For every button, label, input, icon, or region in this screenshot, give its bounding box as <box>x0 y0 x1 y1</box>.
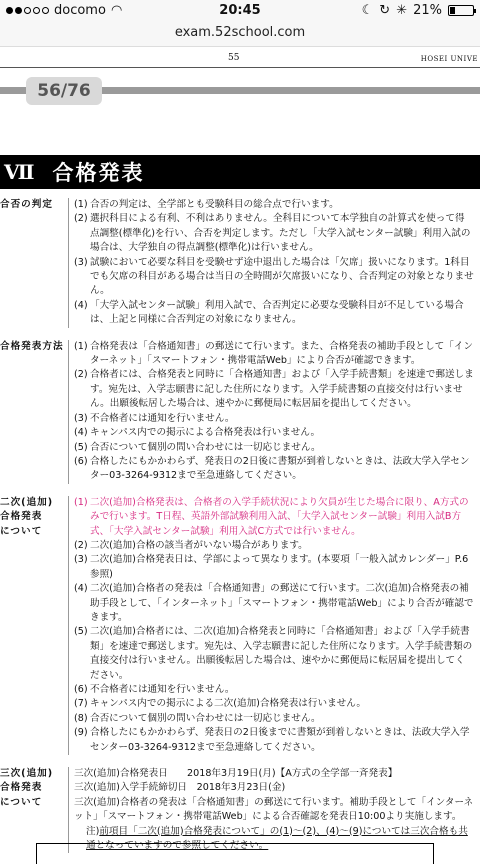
item-text: 二次(追加)合格発表日は、学部によって異なります。(本要項「一般入試カレンダー」P.6参照) <box>90 554 469 580</box>
list-item <box>74 368 474 411</box>
wifi-icon: ◠ <box>110 3 123 18</box>
address-bar[interactable] <box>0 22 480 47</box>
item-number: (2) <box>74 539 88 551</box>
text-line: 三次(追加)入学手続締切日 2018年3月23日(金) <box>74 782 286 794</box>
item-text: 「大学入試センター試験」利用入試で、合否判定に必要な受験科目が不足している場合は、上記と同様に合否判定の対象になりません。 <box>90 299 464 326</box>
divider <box>68 767 69 853</box>
bluetooth-icon: ✳ <box>396 3 408 18</box>
item-number: (7) <box>74 698 88 710</box>
block-label: 合格発表方法 <box>0 340 64 352</box>
item-number: (1) <box>74 199 88 210</box>
item-number: (6) <box>74 455 88 467</box>
text-line: 三次(追加)合格者の発表は「合格通知書」の郵送にて行います。補助手段として「インターネット」「スマートフォン・携帯電話Web」による合否確認を発表日10:00より実施します。 <box>74 796 474 823</box>
item-text: キャンパス内での掲示による二次(追加)合格発表は行いません。 <box>90 698 367 710</box>
item-number: (1) <box>74 340 88 352</box>
item-text: 二次(追加)合格発表は、合格者の入学手続状況により欠員が生じた場合に限り、A方式のみで行います。T日程、英語外部試験利用入試、「大学入試センター試験」利用入試B方式、「大学入試センター試験」利用入試C方式では行いません。 <box>90 496 469 537</box>
item-number: (8) <box>74 712 88 724</box>
item-number: (5) <box>74 626 88 638</box>
note-prefix: 注) <box>86 825 100 837</box>
list-item <box>74 496 474 539</box>
carrier-label: docomo <box>54 3 106 18</box>
block-body <box>74 496 480 755</box>
block-body <box>74 340 480 484</box>
block-body <box>74 198 480 328</box>
item-text: 試験において必要な科目を受験せず途中退出した場合は「欠席」扱いになります。1科目でも欠席の科目がある場合は当日の全時間が欠席扱いになり、合否判定の対象となりません。 <box>90 256 474 297</box>
item-number: (2) <box>74 213 88 225</box>
block-body <box>74 767 480 853</box>
divider <box>68 496 69 755</box>
block-label: 合否の判定 <box>0 199 53 210</box>
item-number: (6) <box>74 684 88 695</box>
block-gap <box>0 755 480 767</box>
divider <box>68 198 69 328</box>
battery-icon <box>448 5 474 16</box>
page-number: 55 <box>228 53 240 63</box>
list-item <box>74 212 474 255</box>
block-gap <box>0 328 480 340</box>
clock: 20:45 <box>219 3 261 18</box>
list-item <box>74 553 474 582</box>
item-text: 二次(追加)合格の該当者がいない場合があります。 <box>90 539 308 551</box>
page-header <box>0 47 480 99</box>
list-item <box>74 582 474 625</box>
status-bar <box>0 0 480 22</box>
list-item <box>74 625 474 683</box>
section-header <box>0 155 480 189</box>
list-item <box>74 455 474 484</box>
item-number: (1) <box>74 496 88 508</box>
divider <box>68 340 69 484</box>
item-number: (4) <box>74 583 88 595</box>
document-body <box>0 198 480 853</box>
item-text: 合否の判定は、全学部とも受験科目の総合点で行います。 <box>90 199 339 210</box>
block-label: 二次(追加) 合格発表 について <box>0 496 54 537</box>
item-text: 選択科目による有利、不利はありません。全科目について本学独自の計算式を使って得点調整(標準化)を行い、合否を判定します。ただし「大学入試センター試験」利用入試の場合は、大学独自の得点調整(標準化)は行いません。 <box>90 213 471 254</box>
content-block <box>0 496 480 755</box>
item-number: (4) <box>74 427 88 439</box>
header-rule <box>0 67 480 68</box>
list-item <box>74 539 474 553</box>
item-text: キャンパス内での掲示による合格発表は行いません。 <box>90 427 321 439</box>
list-item <box>74 299 474 328</box>
item-number: (3) <box>74 412 88 424</box>
item-text: 合格したにもかかわらず、発表日の2日後に書類が到着しないときは、法政大学入学センター03-3264-9312まで至急連絡してください。 <box>90 455 470 482</box>
list-item <box>74 683 474 697</box>
list-item <box>74 441 474 455</box>
list-item <box>74 726 474 755</box>
content-block <box>0 340 480 484</box>
university-header: HOSEI UNIVE <box>420 55 478 63</box>
block-label: 三次(追加) 合格発表 について <box>0 768 54 808</box>
page-progress-badge: 56/76 <box>26 77 102 105</box>
item-number: (4) <box>74 299 88 311</box>
item-number: (2) <box>74 369 88 381</box>
item-text: 二次(追加)合格者の発表は「合格通知書」の郵送にて行います。二次(追加)合格発表の補助手段として、「インターネット」「スマートフォン・携帯電話Web」により合否が確認できます。 <box>90 583 474 623</box>
block-gap <box>0 484 480 496</box>
item-number: (3) <box>74 256 88 268</box>
battery-percent: 21% <box>413 3 442 18</box>
item-number: (9) <box>74 727 88 739</box>
content-block <box>0 198 480 328</box>
list-item <box>74 697 474 711</box>
item-text: 不合格者には通知を行いません。 <box>90 684 235 695</box>
item-text: 合否について個別の問い合わせには一切応じません。 <box>90 441 321 453</box>
moon-icon: ☾ <box>361 3 374 18</box>
item-text: 合格者には、合格発表と同時に「合格通知書」および「入学手続書類」を速達で郵送します。宛先は、入学志願書に記した住所になります。入学手続書類の直接交付は行いません。出願後転居した場合は、速やかに郵便局に転居届を提出してください。 <box>90 369 474 410</box>
item-text: 不合格者には通知を行いません。 <box>90 412 235 424</box>
item-text: 合格発表は「合格通知書」の郵送にて行います。また、合格発表の補助手段として「インターネット」「スマートフォン・携帯電話Web」により合否が確認できます。 <box>90 340 473 367</box>
text-line: 三次(追加)合格発表日 2018年3月19日(月)【A方式の全学部一斉発表】 <box>74 768 398 780</box>
item-number: (5) <box>74 441 88 453</box>
section-title: 合格発表 <box>52 161 145 185</box>
item-text: 合否について個別の問い合わせには一切応じません。 <box>90 712 321 724</box>
list-item <box>74 412 474 426</box>
url-text: exam.52school.com <box>174 25 306 40</box>
list-item <box>74 712 474 726</box>
item-number: (3) <box>74 554 88 566</box>
list-item <box>74 198 474 212</box>
list-item <box>74 256 474 299</box>
rotation-lock-icon: ↻ <box>379 3 391 18</box>
list-item <box>74 340 474 369</box>
list-item <box>74 426 474 440</box>
item-text: 合格したにもかかわらず、発表日の2日後までに書類が到着しないときは、法政大学入学センター03-3264-9312まで至急連絡してください。 <box>90 727 470 753</box>
item-text: 二次(追加)合格者には、二次(追加)合格発表と同時に「合格通知書」および「入学手続書類」を速達で郵送します。宛先は、入学志願書に記した住所になります。入学手続書類の直接交付は行いません。出願後転居した場合は、速やかに郵便局に転居届を提出してください。 <box>90 626 473 681</box>
note-text: 前項目「二次(追加)合格発表について」の(1)〜(2)、(4)〜(9)については三次合格も共通となっていますので参照してください。 <box>86 825 468 852</box>
content-block <box>0 767 480 853</box>
section-number: Ⅶ <box>4 160 35 184</box>
